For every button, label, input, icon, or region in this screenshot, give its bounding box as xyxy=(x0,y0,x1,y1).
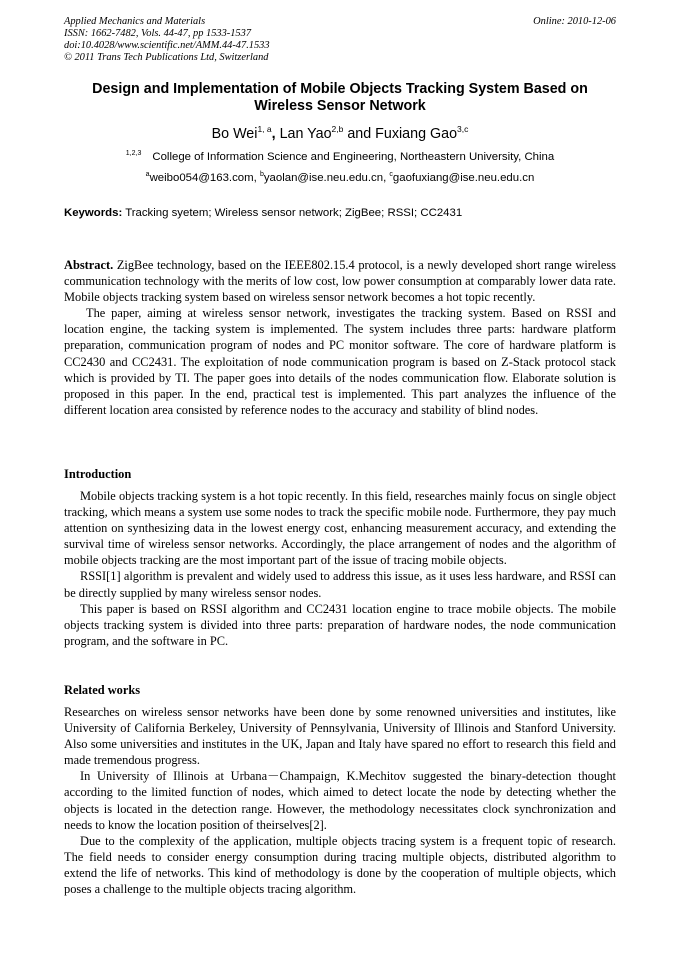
email-sup: b xyxy=(259,171,264,178)
email-sup: a xyxy=(145,171,150,178)
author-separator: and xyxy=(343,126,376,142)
abstract-paragraph xyxy=(64,257,616,305)
author-name: Fuxiang Gao xyxy=(375,126,458,142)
email-link[interactable]: weibo054@163.com, xyxy=(149,172,260,184)
journal-copyright: © 2011 Trans Tech Publications Ltd, Switzerland xyxy=(64,52,269,63)
author-name: Lan Yao xyxy=(279,126,332,142)
journal-name: Applied Mechanics and Materials xyxy=(64,16,206,27)
affiliation-sup: 1,2,3 xyxy=(125,150,142,157)
body-paragraph: This paper is based on RSSI algorithm and CC2431 location engine to trace mobile objects. The mobile objects tracking system is divided into three parts: preparation of hardware nodes, the node communication program, and the software in PC. xyxy=(64,601,616,648)
keywords xyxy=(64,206,616,220)
body-paragraph: Due to the complexity of the application, multiple objects tracing system is a frequent topic of research. The field needs to consider energy consumption during tracing multiple objects, distributed algorithm to extend the life of networks. This kind of methodology is done by the cooperation of multiple objects, which poses a challenge to the multiple objects tracing algorithm. xyxy=(64,833,616,897)
keywords-label: Keywords: xyxy=(64,207,123,219)
introduction-section xyxy=(64,488,616,649)
author-sup: 3,c xyxy=(457,124,469,134)
author-name: Bo Wei xyxy=(211,126,258,142)
email-link[interactable]: yaolan@ise.neu.edu.cn, xyxy=(263,172,390,184)
email-link[interactable]: gaofuxiang@ise.neu.edu.cn xyxy=(392,172,535,184)
author-sup: 1, a xyxy=(257,124,272,134)
body-paragraph: RSSI[1] algorithm is prevalent and widely used to address this issue, as it uses less hardware, and RSSI can be directly supplied by many wireless sensor nodes. xyxy=(64,569,616,600)
abstract xyxy=(64,257,616,418)
email-list xyxy=(64,171,616,185)
online-date: Online: 2010-12-06 xyxy=(533,16,616,27)
keywords-text: Tracking syetem; Wireless sensor network; ZigBee; RSSI; CC2431 xyxy=(122,207,463,219)
abstract-label: Abstract. xyxy=(64,258,114,272)
author-sup: 2,b xyxy=(331,124,344,134)
body-paragraph: Researches on wireless sensor networks have been done by some renowned universities and institutes, like University of California Berkeley, University of Pennsylvania, University of Illinois and Stanford University. Also some universities and institutes in the UK, Japan and Italy have spared no effort to research this field and made tremendous progress. xyxy=(64,705,616,768)
section-heading-introduction: Introduction xyxy=(64,467,132,481)
author-separator: , xyxy=(271,126,280,142)
email-sup: c xyxy=(389,171,393,178)
section-heading-related-works: Related works xyxy=(64,683,141,697)
journal-issn: ISSN: 1662-7482, Vols. 44-47, pp 1533-1537 xyxy=(64,28,252,39)
affiliation xyxy=(64,150,616,164)
journal-header xyxy=(64,16,616,64)
paper-title: Design and Implementation of Mobile Objects Tracking System Based on Wireless Sensor Network xyxy=(92,81,588,114)
body-paragraph: Mobile objects tracking system is a hot topic recently. In this field, researches mainly focus on single object tracking, which means a system use some nodes to track the specific mobile node. Furthermore, they pay much attention on synthesizing data in the lowest energy cost, enhancing measurement accuracy, and extending the survival time of wireless sensor networks. Accordingly, the place arrangement of nodes and the algorithm of mobile objects tracking are the most important part of the issue of tracing mobile objects. xyxy=(64,489,616,568)
related-works-section xyxy=(64,704,616,897)
abstract-paragraph: The paper, aiming at wireless sensor network, investigates the tracking system. Based on RSSI and location engine, the tacking system is implemented. The system includes three parts: hardware platform preparation, communication program of nodes and PC monitor software. The core of hardware platform is CC2430 and CC2431. The exploitation of node communication program is based on Z-Stack protocol stack which is provided by TI. The paper goes into details of the nodes communication flow. Elaborate solution is proposed in this paper. In the end, practical test is implemented. This part analyzes the influence of the different location area consisted by reference nodes to the accuracy and stability of blind nodes. xyxy=(64,306,616,417)
body-paragraph: In University of Illinois at Urbana－Champaign, K.Mechitov suggested the binary-detection thought according to the limited function of nodes, which aimed to detect locate the node by detecting whether the objects is located in the detection range. However, the methodology necessitates clock synchronization and needs to know the location position of theirselves[2]. xyxy=(64,769,616,832)
journal-doi: doi:10.4028/www.scientific.net/AMM.44-47.1533 xyxy=(64,40,270,51)
author-list xyxy=(64,125,616,143)
affiliation-text: College of Information Science and Engineering, Northeastern University, China xyxy=(152,151,555,163)
abstract-text: ZigBee technology, based on the IEEE802.15.4 protocol, is a newly developed short range wireless communication technology with the merits of low cost, low power consumption at comparably lower data rate. Mobile objects tracking system based on wireless sensor network becomes a hot topic recently. xyxy=(64,258,616,305)
